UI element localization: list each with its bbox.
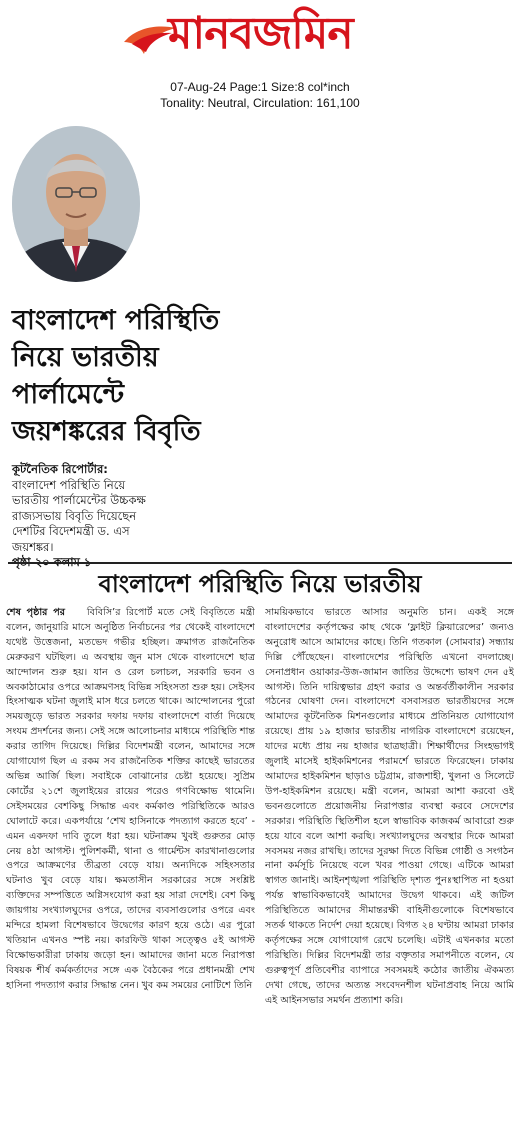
body-column-1 xyxy=(6,606,255,1118)
byline-label: কূটনৈতিক রিপোর্টার: xyxy=(12,462,108,476)
lead-paragraph: বাংলাদেশ পরিস্থিতি নিয়ে ভারতীয় পার্লামেন্টের উচ্চকক্ষ রাজ্যসভায় বিবৃতি দিয়েছেন দেশটির বিদেশমন্ত্রী ড. এস জয়শঙ্কর। xyxy=(12,477,146,554)
headline-line: জয়শঙ্করের বিবৃতি xyxy=(12,416,201,447)
section-divider xyxy=(8,562,512,564)
headline xyxy=(12,302,220,450)
clipping-meta: 07-Aug-24 Page:1 Size:8 col*inch xyxy=(170,80,350,94)
clipping-tonality: Tonality: Neutral, Circulation: 161,100 xyxy=(160,96,360,110)
portrait-photo xyxy=(12,126,140,282)
body-text: সাময়িকভাবে ভারতে আসার অনুমতি চান। একই সঙ্গে বাংলাদেশের কর্তৃপক্ষের কাছ থেকে ‘ফ্লাইট ক্লিয়ারেন্সের’ জন্যও অনুরোধ আসে আমাদের কাছে। তিনি গতকাল (সোমবার) সন্ধ্যায় দিল্লি পৌঁছেছেন। বাংলাদেশের পরিস্থিতি এখনো বদলাচ্ছে। সেনাপ্রধান ওয়াকার-উজ-জামান জাতির উদ্দেশ্যে ভাষণ দেন ৫ই আগস্ট। তিনি দায়িত্বভার গ্রহণ করার ও অন্তর্বর্তীকালীন সরকার গঠনের ঘোষণা দেন। বাংলাদেশে বসবাসরত ভারতীয়দের সঙ্গে আমাদের কূটনৈতিক মিশনগুলোর মাধ্যমে প্রতিনিয়ত যোগাযোগ রয়েছে। প্রায় ১৯ হাজার ভারতীয় নাগরিক বাংলাদেশে রয়েছেন, যাদের মধ্যে প্রায় নয় হাজার ছাত্রছাত্রী। শিক্ষার্থীদের সিংহভাগই জুলাই মাসেই হাইকমিশনের পরামর্শে ভারতে ফিরেছেন। ঢাকায় আমাদের হাইকমিশন ছাড়াও চট্টগ্রাম, রাজশাহী, খুলনা ও সিলেটে উপ-হাইকমিশন রয়েছে। মন্ত্রী বলেন, আমরা আশা করবো ওই ভবনগুলোতে প্রয়োজনীয় নিরাপত্তার ব্যবস্থা করবে সেদেশের সরকার। পরিস্থিতি স্থিতিশীল হলে স্বাভাবিক কাজকর্ম আবারো শুরু হয়ে যাবে বলে আশা করছি। সংখ্যালঘুদের অবস্থার দিকে আমরা সবসময় নজর রাখছি। তাদের সুরক্ষা দিতে বিভিন্ন গোষ্ঠী ও সংগঠন নানা কর্মসূচি নিয়েছে বলে খবর পাওয়া গেছে। এটিকে আমরা স্বাগত জানাই। আইনশৃঙ্খলা পরিস্থিতি দৃশ্যত পুনঃস্থাপিত না হওয়া পর্যন্ত স্বাভাবিকভাবেই আমাদের উদ্বেগ থাকবে। এই জটিল পরিস্থিতিতে আমাদের সীমান্তরক্ষী বাহিনীগুলোকে বিশেষভাবে সতর্ক থাকতে নির্দেশ দেয়া হয়েছে। বিগত ২৪ ঘণ্টায় আমরা ঢাকার কর্তৃপক্ষের সঙ্গে যোগাযোগ রেখে চলেছি। এটাই এখনকার মতো পরিস্থিতি। দিল্লির বিদেশমন্ত্রী তার বক্তৃতার সমাপনীতে বলেন, যে গুরুত্বপূর্ণ প্রতিবেশীর ব্যাপারে সবসময়ই কঠোর জাতীয় ঐকমত্য দেখা গেছে, তাদের অত্যন্ত সংবেদনশীল ঘটনাপ্রবাহ নিয়ে আমি এই আইনসভার সমর্থন প্রত্যাশা করি। xyxy=(265,607,514,1006)
continuation-lead: শেষ পৃষ্ঠার পর xyxy=(6,607,65,618)
newspaper-logo: মানবজমিন xyxy=(168,8,353,59)
person-portrait-icon xyxy=(12,126,140,282)
headline-line: পার্লামেন্টে xyxy=(12,379,125,410)
continuation-title: বাংলাদেশ পরিস্থিতি নিয়ে ভারতীয় xyxy=(98,569,422,598)
headline-line: বাংলাদেশ পরিস্থিতি xyxy=(12,305,220,336)
article-body xyxy=(6,606,514,1118)
headline-line: নিয়ে ভারতীয় xyxy=(12,342,159,373)
body-column-2 xyxy=(265,606,514,1118)
byline-block xyxy=(12,462,252,571)
masthead xyxy=(0,0,520,78)
body-text: বিবিসি’র রিপোর্ট মতে সেই বিবৃতিতে মন্ত্রী বলেন, জানুয়ারি মাসে অনুষ্ঠিত নির্বাচনের পর থেকেই বাংলাদেশে যথেষ্ট উত্তেজনা, মতভেদ গভীর হচ্ছিল। ক্রমাগত রাজনৈতিক মেরুকরণ ঘটছিল। এ অবস্থায় জুন মাস থেকে বাংলাদেশে ছাত্র আন্দোলন শুরু হয়। যান ও রেল চলাচল, সরকারি ভবন ও অবকাঠামোর ওপরে আক্রমণসহ বিভিন্ন সহিংসতা শুরু হয়। সেইসব হিংসাত্মক ঘটনা জুলাই মাস ধরে চলতে থাকে। আন্দোলনের পুরো সময়জুড়ে ভারত সরকার দফায় দফায় বাংলাদেশে বার্তা দিয়েছে সংযম প্রদর্শনের জন্য। সেই সঙ্গে আলোচনার মাধ্যমে পরিস্থিতি শান্ত করার তাগিদ দিয়েছে। দিল্লির বিদেশমন্ত্রী বলেন, আমাদের সঙ্গে যোগাযোগ ছিল এ রকম সব রাজনৈতিক শক্তির কাছেই ভারতের অভিন্ন আর্জি ছিল। সবাইকে বোঝানোর চেষ্টা হয়েছে। সুপ্রিম কোর্টের ২১শে জুলাইয়ের রায়ের পরেও গণবিক্ষোভ থামেনি। সেইসময়ের বেশকিছু সিদ্ধান্ত এবং কর্মকাণ্ড পরিস্থিতিকে আরও ঘোলাটে করে। একপর্যায়ে ‘শেখ হাসিনাকে পদত্যাগ করতে হবে’ - এমন একদফা দাবি তুলে ধরা হয়। ঘটনাক্রম খুবই গুরুতর মোড় নেয় ৪ঠা আগস্ট। পুলিশকর্মী, থানা ও গার্মেন্টস কারখানাগুলোর ওপরে আক্রমণের তীব্রতা বেড়ে যায়। অন্যদিকে সহিংসতার ঘটনাও খুব বেড়ে যায়। ক্ষমতাসীন সরকারের সঙ্গে সংশ্লিষ্ট ব্যক্তিদের সম্পত্তিতে অগ্নিসংযোগ করা হয় সারা দেশেই। বেশ কিছু জায়গায় সংখ্যালঘুদের ওপরে, তাদের ব্যবসাগুলোর ওপরে এবং মন্দিরে হামলা বিশেষভাবে উদ্বেগের কারণ হয়ে ওঠে। এর পুরো খতিয়ান এখনও স্পষ্ট নয়। কারফিউ থাকা সত্ত্বেও ৫ই আগস্ট বিক্ষোভকারীরা ঢাকায় জড়ো হন। আমাদের জানা মতে নিরাপত্তা বিষয়ক শীর্ষ কর্মকর্তাদের সঙ্গে এক বৈঠকের পরে প্রধানমন্ত্রী শেখ হাসিনা পদত্যাগ করার সিদ্ধান্ত নেন। খুব কম সময়ের নোটিশে তিনি xyxy=(6,607,255,991)
